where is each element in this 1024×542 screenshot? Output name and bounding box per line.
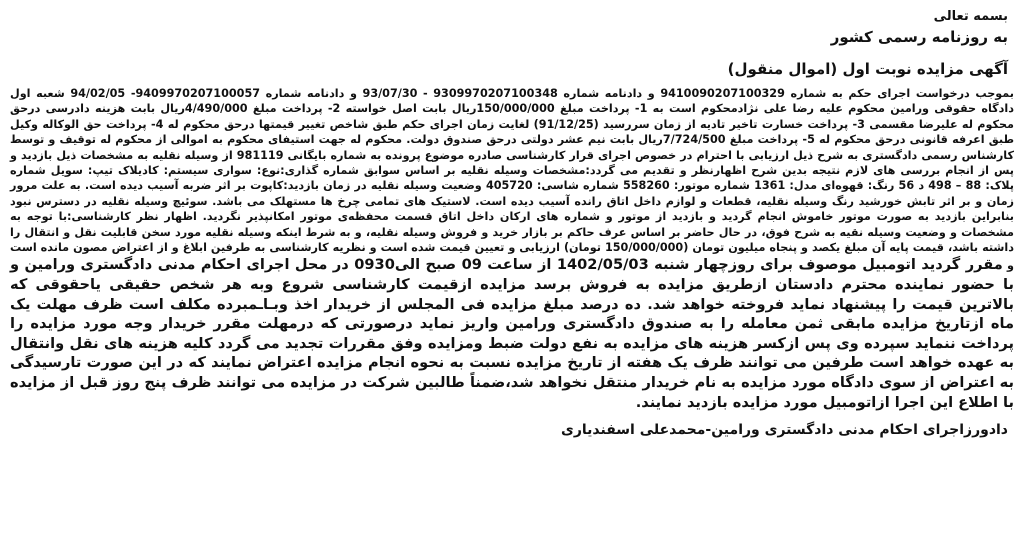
- notice-paragraph-auction-terms: مقرر گردید اتومبیل موصوف برای روزچهار شنبه 1402/05/03 از ساعت 09 صبح الی0930 در محل اجرای احکام مدنی دادگستری ورامین و با حضور نماینده محترم دادستان ازطریق مزایده به فروش برسد مزایده ازقیمت کارشناسی شروع وبه هر شخص حقیقی یاحقوقی که بالاترین قیمت را پیشنهاد نماید فروخته خواهد شد. ده درصد مبلغ مزایده فی المجلس از خریدار اخذ وبـاـمبرده مکلف است ظرف مهلت یک ماه ازتاریخ مزایده مابقی ثمن معامله را به صندوق دادگستری ورامین واریز نماید درصورتی که درمهلت مقرر خریدار وجه مورد مزایده را پرداخت ننماید سپرده وی پس ازکسر هزینه های مزایده به نفع دولت ضبط ومزایده وفق مقررات تجدید می گردد کلیه هزینه های نقل وانتقال به عهده خواهد است طرفین می توانند ظرف یک هفته از تاریخ مزایده نسبت به نحوه انجام مزایده اعتراض نمایند که در این صورت تارسیدگی به اعتراض از سوی دادگاه مورد مزایده به نام خریدار منتقل نخواهد شد،ضمناً طالبین شرکت در مزایده می توانند ظرف پنج روز قبل از مزایده با اطلاع این اجرا ازاتومبیل مورد مزایده بازدید نمایند.: [10, 256, 1014, 411]
- publisher-line: به روزنامه رسمی کشور: [830, 28, 1008, 46]
- ad-title: آگهی مزایده نوبت اول (اموال منقول): [727, 60, 1008, 78]
- bismillah-heading: بسمه تعالی: [933, 9, 1008, 24]
- signature-line: دادورزاجرای احکام مدنی دادگستری ورامین-محمدعلی اسفندیاری: [561, 422, 1008, 439]
- notice-paragraph-case-details: بموجب درخواست اجرای حکم به شماره 9410090207100329 و دادنامه شماره 9309970207100348 - 93/07/30 و دادنامه شماره 9409970207100057- 94/02/05 شعبه اول دادگاه حقوقی ورامین محکوم علیه رضا علی نژادمحکوم است به 1- پرداخت مبلغ 150/000/000ریال بابت اصل خواسته 2- پرداخت مبلغ 4/490/000ریال بابت هزینه دادرسی درحق محکوم له علیرضا مقسمی 3- پرداخت خسارت تاخیر تادیه از زمان سررسید (91/12/25) لغایت زمان اجرای حکم طبق شاخص تغییر قیمتها درحق محکوم له 4- پرداخت حق الوکاله وکیل طبق اعرفه قانونی درحق محکوم له 5- پرداخت مبلغ 7/724/500ریال بابت نیم عشر دولتی درحق صندوق دولت. محکوم له جهت استیفای محکوم به اموالی از محکوم له توقیف و توسط کارشناس رسمی دادگستری به شرح ذیل ارزیابی با احترام در خصوص اجرای قرار کارشناسی صادره موضوع پرونده به شماره بایگانی 981119 از وسیله نقلیه به مشخصات ذیل بازدید و پس از انجام بررسی های لازم نتیجه بدین شرح اظهارنظر و تقدیم می گردد:مشخصات وسیله نقلیه بر اساس سوابق شماره گذاری:نوع: سواری سیستم: کادیلاک تیپ: سویل شماره پلاک: 88 – 498 د 56 رنگ: قهوه‌ای مدل: 1361 شماره موتور: 558260 شماره شاسی: 405720 وضعیت وسیله نقلیه در زمان بازدید:کاپوت بر اثر ضربه آسیب دیده است. به علت مرور زمان و بر اثر تابش خورشید رنگ وسیله نقلیه، قطعات و لوازم داخل اتاق رانده آسیب دیده است. لاستیک های تمامی چرخ ها مستهلک می باشد. سوئیچ وسیله نقلیه در دسترس نبود بنابراین بازدید به صورت موتور خاموش انجام گردید و بازدید از موتور و شماره های ارکان داخل اتاق قسمت محفظه‌ی موتور امکانپذیر نگردید. اظهار نظر کارشناسی:با توجه به مشخصات و وضعیت وسیله نقیه به شرح فوق، در حال حاضر بر اساس عرف حاکم بر بازار خرید و فروش وسیله نقلیه، و به شرط اینکه وسیله نقلیه مورد سخن قابلیت نقل و انتقال را داشته باشد، قیمت پایه آن مبلغ یکصد و پنجاه میلیون تومان (150/000/000 تومان) ارزیابی و تعیین قیمت شده است و نظریه کارشناسی به طرفین ابلاغ و از اعتراض مصون مانده است و: [10, 87, 1015, 273]
- notice-body: [10, 86, 1014, 412]
